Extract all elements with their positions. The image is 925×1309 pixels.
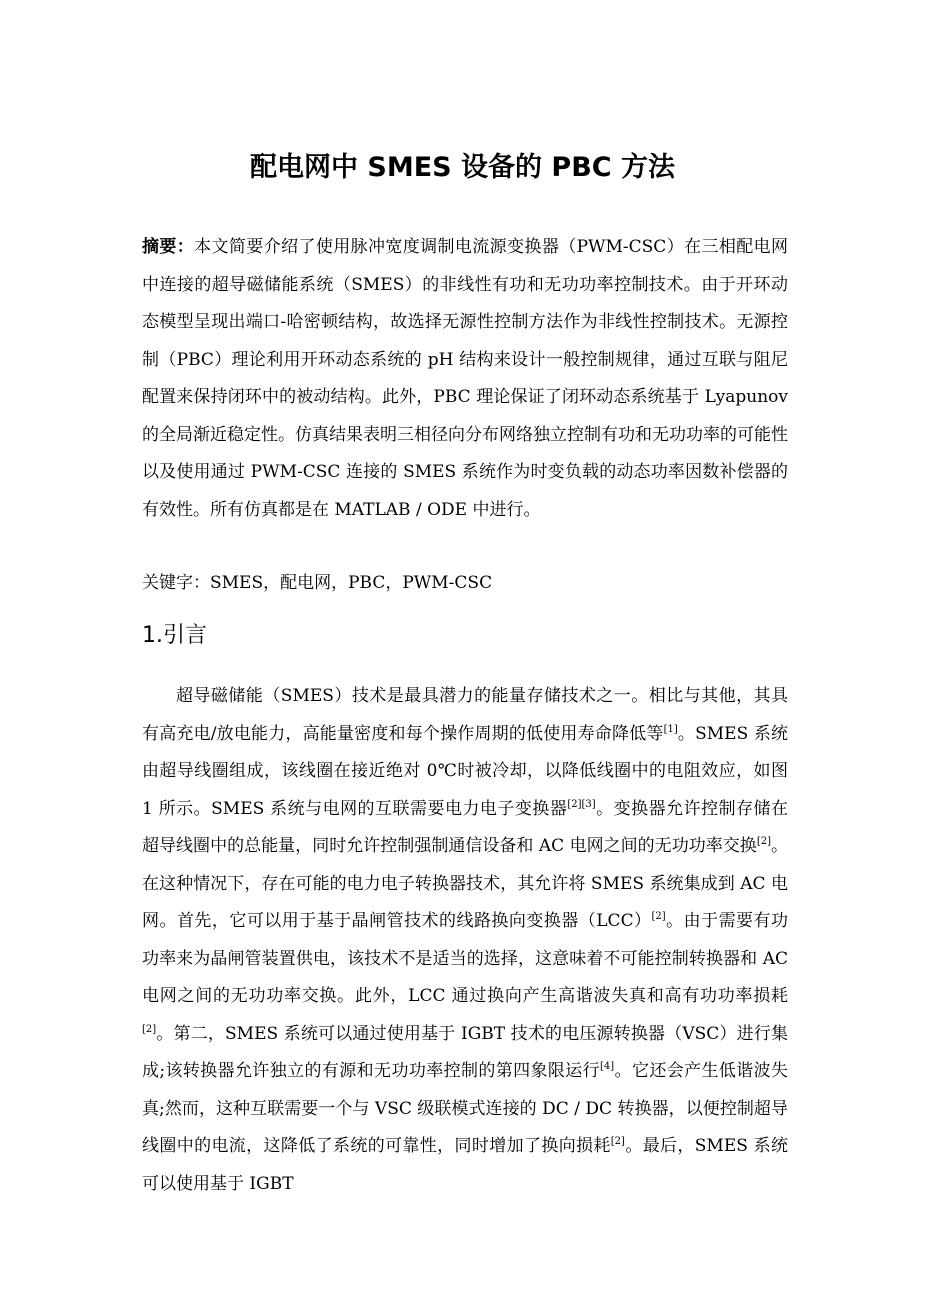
paper-title: 配电网中 SMES 设备的 PBC 方法 — [250, 152, 675, 183]
abstract-text: 本文简要介绍了使用脉冲宽度调制电流源变换器（PWM-CSC）在三相配电网中连接的超导磁储能系统（SMES）的非线性有功和无功功率控制技术。由于开环动态模型呈现出端口-哈密顿结构，故选择无源性控制方法作为非线性控制技术。无源控制（PBC）理论利用开环动态系统的 pH 结构来设计一般控制规律，通过互联与阻尼配置来保持闭环中的被动结构。此外，PBC 理论保证了闭环动态系统基于 Lyapunov 的全局渐近稳定性。仿真结果表明三相径向分布网络独立控制有功和无功功率的可能性以及使用通过 PWM-CSC 连接的 SMES 系统作为时变负载的动态功率因数补偿器的有效性。所有仿真都是在 MATLAB / ODE 中进行。 — [142, 237, 788, 520]
introduction-paragraph — [142, 678, 788, 1203]
intro-punct: 。 — [665, 911, 684, 931]
abstract-paragraph — [142, 229, 788, 529]
intro-text-segment: SMES 系统由超导线圈组成，该线圈在接近绝对 0℃时被冷却，以降低线圈中的电阻效应，如图 1 所示。SMES 系统与电网的互联需要电力电子变换器 — [142, 723, 789, 819]
intro-punct: 。 — [595, 798, 614, 819]
intro-text-segment: 它还会产生低谐波失真;然而，这种互联需要一个与 VSC 级联模式连接的 DC / DC 转换器，以便控制超导线圈中的电流，这降低了系统的可靠性，同时增加了换向损耗 — [142, 1061, 789, 1156]
intro-punct: 。 — [770, 836, 789, 856]
intro-text-segment: 超导磁储能（SMES）技术是最具潜力的能量存储技术之一。相比与其他，其具有高充电/放电能力，高能量密度和每个操作周期的低使用寿命降低等 — [142, 686, 788, 744]
abstract-label: 摘要： — [142, 237, 195, 257]
intro-text-segment: 第二，SMES 系统可以通过使用基于 IGBT 技术的电压源转换器（VSC）进行集成;该转换器允许独立的有源和无功功率控制的第四象限运行 — [142, 1023, 788, 1081]
citation-ref: [2] — [651, 911, 666, 922]
keywords-text: SMES，配电网，PBC，PWM-CSC — [210, 573, 493, 593]
citation-ref: [1] — [663, 723, 678, 735]
citation-ref: [2] — [142, 1023, 157, 1035]
intro-punct: 。 — [624, 1136, 643, 1156]
citation-ref: [4] — [600, 1061, 615, 1072]
intro-text-segment: 变换器允许控制存储在超导线圈中的总能量，同时允许控制强制通信设备和 AC 电网之间的无功功率交换 — [142, 798, 789, 856]
intro-punct: 。 — [156, 1023, 174, 1044]
intro-text-segment: 由于需要有功功率来为晶闸管装置供电，该技术不是适当的选择，这意味着不可能控制转换器和 AC 电网之间的无功功率交换。此外，LCC 通过换向产生高谐波失真和高有功功率损耗 — [142, 911, 789, 1006]
intro-text-segment: 在这种情况下，存在可能的电力电子转换器技术，其允许将 SMES 系统集成到 AC 电网。首先，它可以用于基于晶闸管技术的线路换向变换器（LCC） — [142, 873, 788, 931]
intro-text-segment: 最后，SMES 系统可以使用基于 IGBT — [142, 1136, 789, 1194]
section-heading-introduction: 1.引言 — [142, 623, 207, 648]
citation-ref: [2] — [610, 1136, 625, 1147]
intro-punct: 。 — [614, 1061, 632, 1081]
citation-ref: [2] — [756, 836, 771, 847]
intro-punct: 。 — [677, 723, 696, 744]
keywords-label: 关键字： — [142, 573, 210, 593]
citation-ref: [2][3] — [567, 798, 596, 810]
keywords-line — [142, 565, 788, 603]
